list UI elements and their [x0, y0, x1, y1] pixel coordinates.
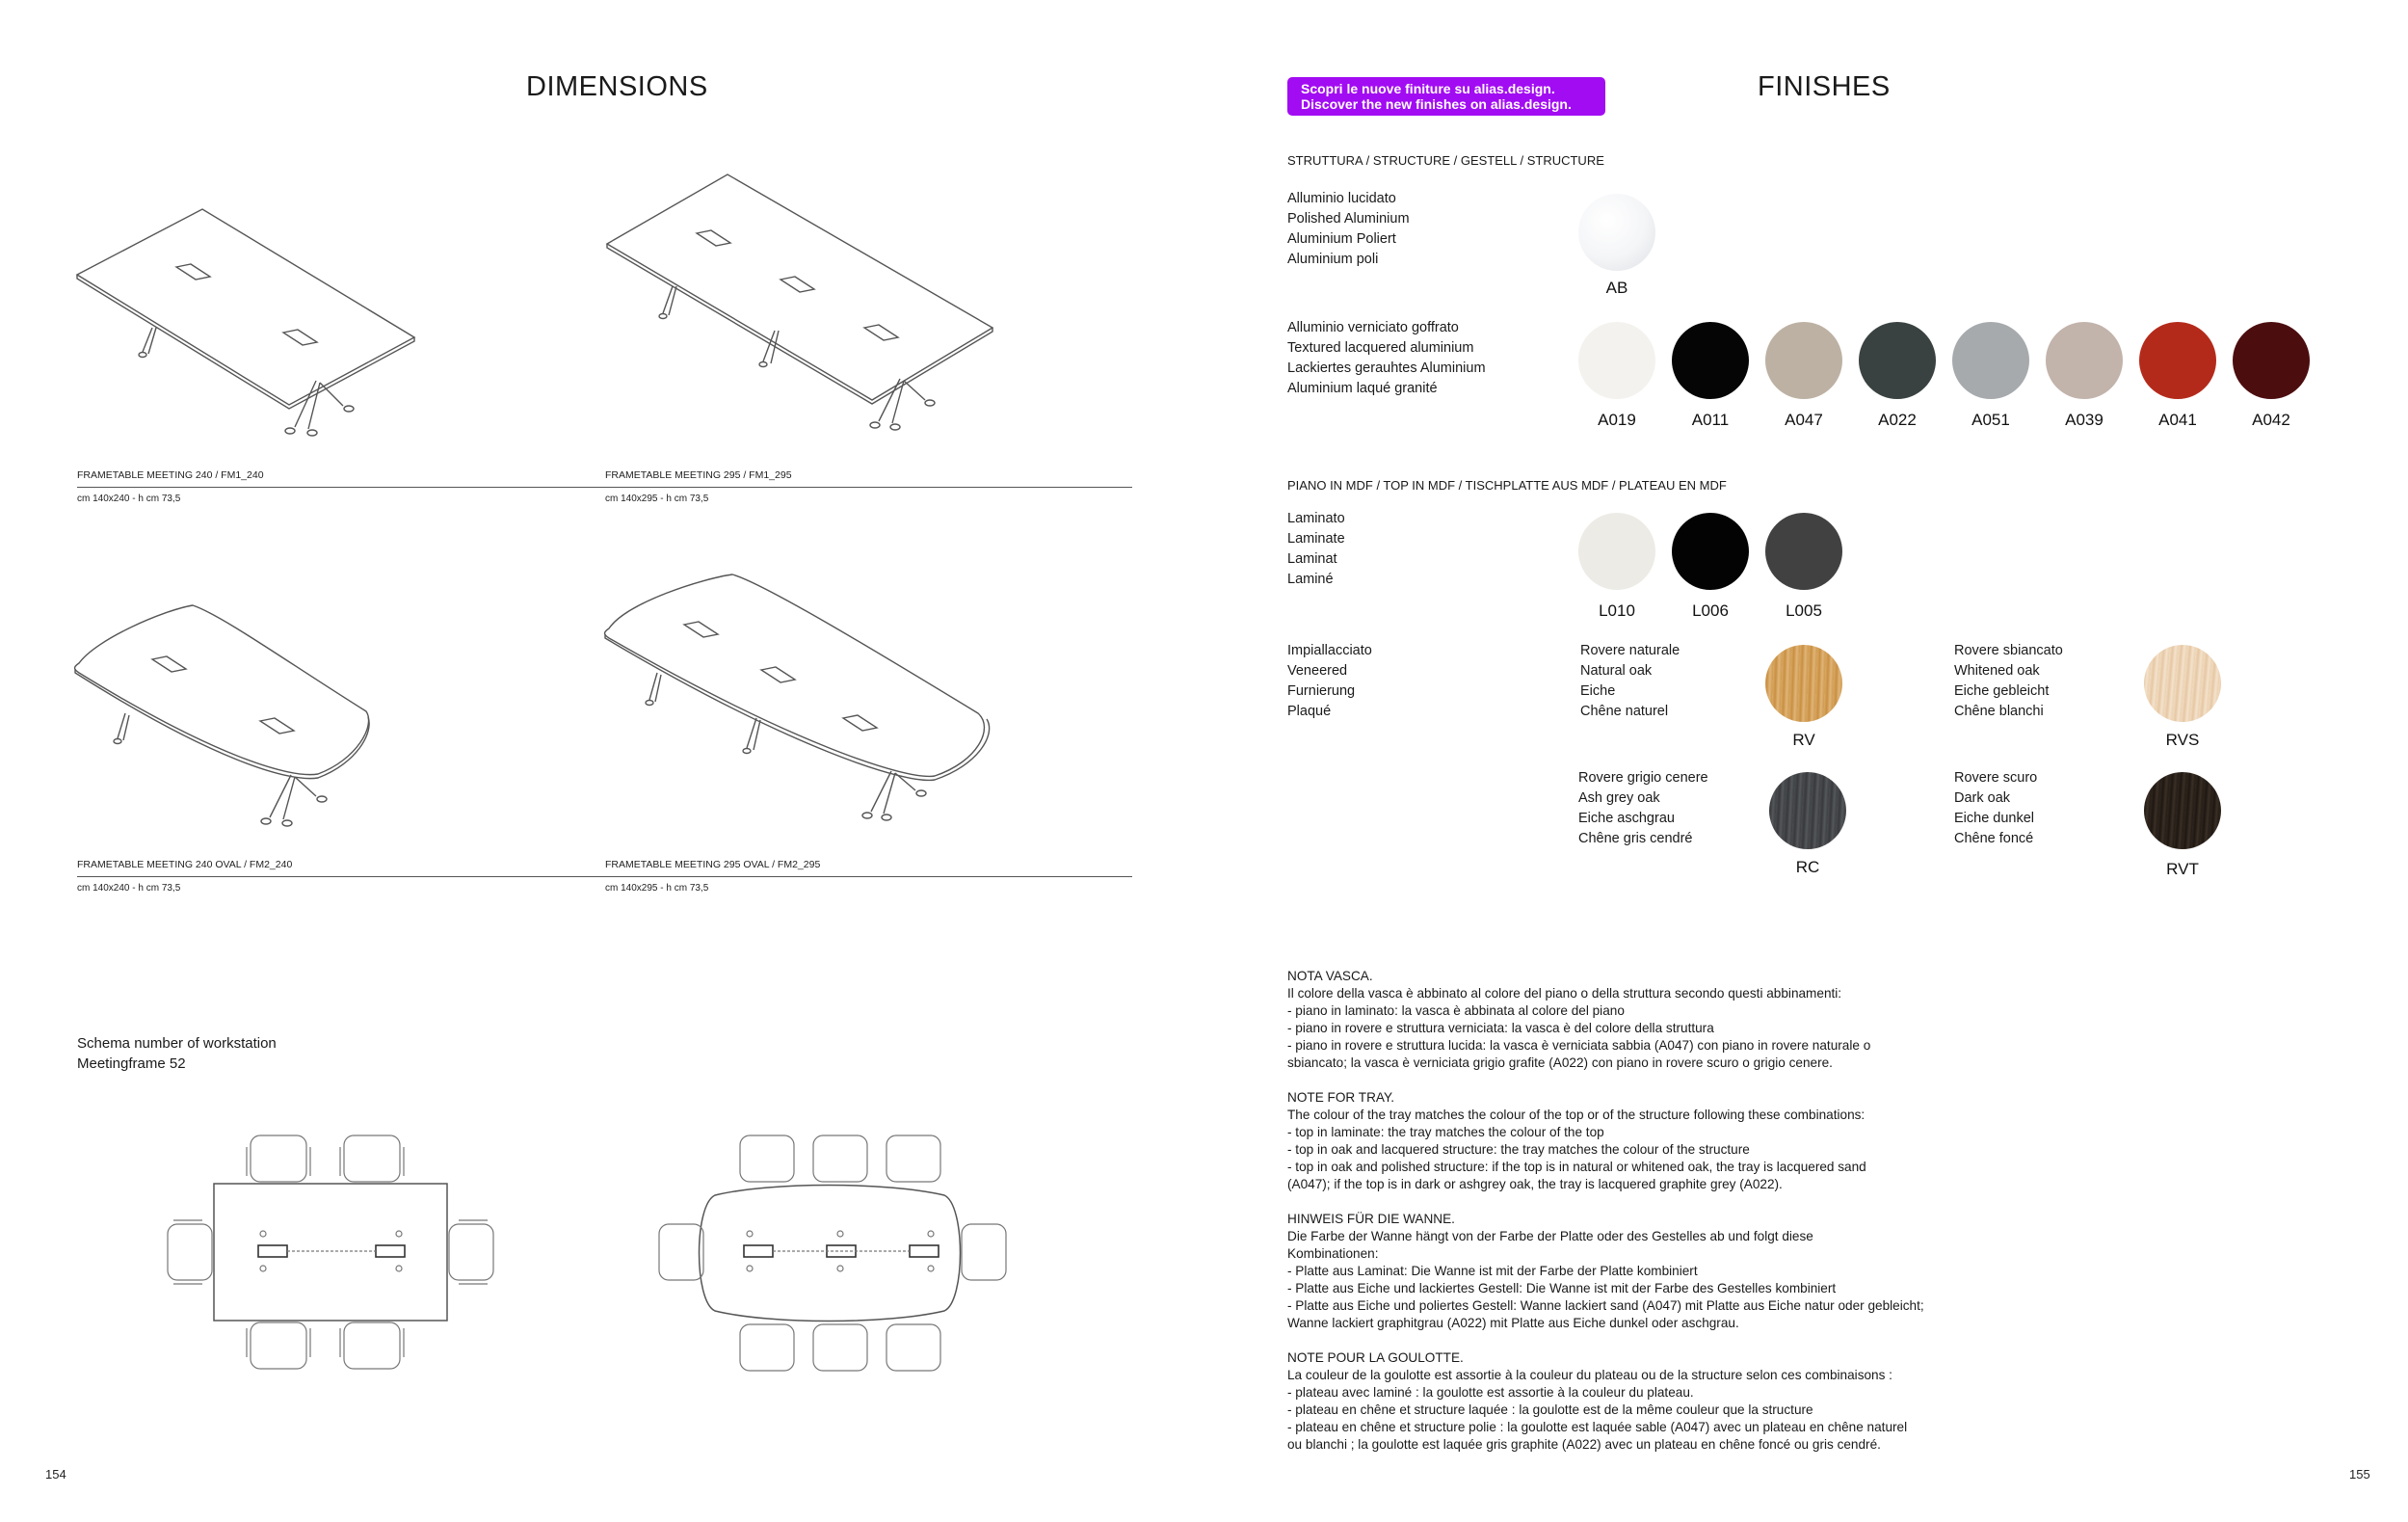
label: Laminat	[1287, 551, 1337, 567]
veneer-labels-RC	[1578, 768, 1708, 849]
note-line: The colour of the tray matches the colour of the top or of the structure following these combinations:	[1287, 1108, 1866, 1122]
swatch-code-L010: L010	[1599, 601, 1635, 620]
swatch-code-AB: AB	[1605, 279, 1628, 297]
veneered-labels	[1287, 641, 1372, 722]
table-size-fm1-240: cm 140x240 - h cm 73,5	[77, 494, 181, 504]
swatch-code-A019: A019	[1598, 411, 1636, 429]
notes-block	[1287, 968, 1924, 1454]
swatch-AB[interactable]	[1578, 194, 1655, 271]
label: Rovere sbiancato	[1954, 643, 2063, 658]
swatch-code-A011: A011	[1691, 411, 1730, 429]
table-name-fm2-295: FRAMETABLE MEETING 295 OVAL / FM2_295	[605, 859, 821, 870]
swatch-code-A047: A047	[1785, 411, 1823, 429]
note-line: - piano in rovere e struttura verniciata: la vasca è del colore della struttura	[1287, 1021, 1714, 1035]
label: Textured lacquered aluminium	[1287, 340, 1474, 356]
label: Chêne gris cendré	[1578, 831, 1693, 846]
swatch-code-RVS: RVS	[2165, 731, 2200, 749]
swatch-A051[interactable]	[1952, 322, 2029, 399]
label: Rovere naturale	[1580, 643, 1680, 658]
divider	[77, 487, 1132, 488]
swatch-code-L005: L005	[1786, 601, 1822, 620]
table-size-fm2-240: cm 140x240 - h cm 73,5	[77, 883, 181, 894]
workstation-plan-rect	[154, 1128, 511, 1378]
label: Laminé	[1287, 572, 1334, 587]
note-line: Wanne lackiert graphitgrau (A022) mit Platte aus Eiche dunkel oder aschgrau.	[1287, 1316, 1739, 1330]
note-line: - top in oak and polished structure: if the top is in natural or whitened oak, the tray is lacquered sand	[1287, 1160, 1866, 1174]
swatch-L006[interactable]	[1672, 513, 1749, 590]
note-line: - Platte aus Eiche und poliertes Gestell: Wanne lackiert sand (A047) mit Platte aus Eiche natur oder gebleicht;	[1287, 1298, 1924, 1313]
label: Veneered	[1287, 663, 1348, 679]
note-line: - piano in rovere e struttura lucida: la vasca è verniciata sabbia (A047) con piano in rovere naturale o	[1287, 1038, 1871, 1053]
swatch-code-RV: RV	[1792, 731, 1815, 749]
label: Furnierung	[1287, 683, 1356, 699]
table-size-fm2-295: cm 140x295 - h cm 73,5	[605, 883, 709, 894]
table-drawing-fm1-240	[67, 198, 434, 458]
table-name-fm1-240: FRAMETABLE MEETING 240 / FM1_240	[77, 469, 264, 481]
label: Chêne foncé	[1954, 831, 2034, 846]
swatch-code-A039: A039	[2065, 411, 2104, 429]
note-line: Kombinationen:	[1287, 1246, 1379, 1261]
label: Laminato	[1287, 511, 1345, 526]
swatch-A042[interactable]	[2233, 322, 2310, 399]
workstation-plan-oval	[655, 1128, 1021, 1378]
schema-caption	[77, 1033, 277, 1074]
swatch-code-RVT: RVT	[2166, 860, 2199, 878]
table-name-fm2-240: FRAMETABLE MEETING 240 OVAL / FM2_240	[77, 859, 293, 870]
swatch-RVS[interactable]	[2144, 645, 2221, 722]
veneer-labels-RVT	[1954, 768, 2037, 849]
schema-line-1: Schema number of workstation	[77, 1035, 277, 1052]
veneer-labels-RVS	[1954, 641, 2063, 722]
structure-heading: STRUTTURA / STRUCTURE / GESTELL / STRUCTURE	[1287, 153, 1604, 168]
promo-line-1: Scopri le nuove finiture su alias.design.	[1301, 81, 1555, 96]
page-number-right: 155	[2349, 1467, 2370, 1482]
label: Alluminio verniciato goffrato	[1287, 320, 1459, 335]
paragraph-gap	[1287, 1332, 1924, 1349]
label: Aluminium poli	[1287, 252, 1379, 267]
note-line: (A047); if the top is in dark or ashgrey oak, the tray is lacquered graphite grey (A022).	[1287, 1177, 1783, 1191]
label: Laminate	[1287, 531, 1345, 547]
swatch-A047[interactable]	[1765, 322, 1842, 399]
paragraph-gap	[1287, 1193, 1924, 1211]
swatch-L005[interactable]	[1765, 513, 1842, 590]
swatch-code-L006: L006	[1692, 601, 1729, 620]
textured-labels	[1287, 318, 1486, 399]
note-line: - plateau avec laminé : la goulotte est assortie à la couleur du plateau.	[1287, 1385, 1694, 1400]
label: Eiche dunkel	[1954, 811, 2035, 826]
table-drawing-fm2-240	[67, 596, 395, 846]
page-number-left: 154	[45, 1467, 66, 1482]
note-heading: NOTE FOR TRAY.	[1287, 1090, 1395, 1105]
label: Aluminium Poliert	[1287, 231, 1396, 247]
label: Lackiertes gerauhtes Aluminium	[1287, 360, 1486, 376]
promo-banner[interactable]	[1287, 77, 1605, 116]
paragraph-gap	[1287, 1072, 1924, 1089]
swatch-A022[interactable]	[1859, 322, 1936, 399]
label: Whitened oak	[1954, 663, 2040, 679]
swatch-RC[interactable]	[1769, 772, 1846, 849]
dimensions-title: DIMENSIONS	[526, 71, 708, 102]
swatch-A011[interactable]	[1672, 322, 1749, 399]
note-line: - piano in laminato: la vasca è abbinata al colore del piano	[1287, 1003, 1625, 1018]
note-heading: HINWEIS FÜR DIE WANNE.	[1287, 1212, 1455, 1226]
note-line: sbiancato; la vasca è verniciata grigio grafite (A022) con piano in rovere scuro o grigio cenere.	[1287, 1055, 1833, 1070]
label: Rovere grigio cenere	[1578, 770, 1708, 786]
note-line: Il colore della vasca è abbinato al colore del piano o della struttura secondo questi abbinamenti:	[1287, 986, 1842, 1001]
swatch-code-A042: A042	[2252, 411, 2290, 429]
promo-line-2: Discover the new finishes on alias.design.	[1301, 96, 1572, 112]
note-line: - plateau en chêne et structure polie : la goulotte est laquée sable (A047) avec un plateau en chêne naturel	[1287, 1420, 1908, 1434]
note-line: Die Farbe der Wanne hängt von der Farbe der Platte oder des Gestelles ab und folgt diese	[1287, 1229, 1813, 1243]
swatch-A019[interactable]	[1578, 322, 1655, 399]
swatch-A041[interactable]	[2139, 322, 2216, 399]
table-drawing-fm1-295	[597, 169, 1002, 458]
swatch-A039[interactable]	[2046, 322, 2123, 399]
label: Eiche	[1580, 683, 1616, 699]
laminate-labels	[1287, 509, 1345, 590]
table-size-fm1-295: cm 140x295 - h cm 73,5	[605, 494, 709, 504]
label: Plaqué	[1287, 704, 1332, 719]
label: Ash grey oak	[1578, 790, 1660, 806]
label: Aluminium laqué granité	[1287, 381, 1438, 396]
label: Alluminio lucidato	[1287, 191, 1396, 206]
polished-labels	[1287, 189, 1410, 270]
label: Rovere scuro	[1954, 770, 2038, 786]
label: Impiallacciato	[1287, 643, 1372, 658]
table-name-fm1-295: FRAMETABLE MEETING 295 / FM1_295	[605, 469, 792, 481]
note-line: - Platte aus Laminat: Die Wanne ist mit der Farbe der Platte kombiniert	[1287, 1264, 1698, 1278]
swatch-RVT[interactable]	[2144, 772, 2221, 849]
note-heading: NOTA VASCA.	[1287, 969, 1373, 983]
note-line: - top in oak and lacquered structure: the tray matches the colour of the structure	[1287, 1142, 1750, 1157]
swatch-code-A051: A051	[1971, 411, 2010, 429]
swatch-code-A022: A022	[1878, 411, 1917, 429]
swatch-code-RC: RC	[1795, 858, 1820, 876]
divider	[77, 876, 1132, 877]
note-line: - Platte aus Eiche und lackiertes Gestell: Die Wanne ist mit der Farbe des Gestelles kombiniert	[1287, 1281, 1837, 1295]
note-heading: NOTE POUR LA GOULOTTE.	[1287, 1350, 1464, 1365]
swatch-code-A041: A041	[2158, 411, 2197, 429]
note-line: ou blanchi ; la goulotte est laquée gris graphite (A022) avec un plateau en chêne foncé ou gris cendré.	[1287, 1437, 1881, 1452]
veneer-labels-RV	[1580, 641, 1680, 722]
label: Eiche gebleicht	[1954, 683, 2050, 699]
swatch-L010[interactable]	[1578, 513, 1655, 590]
note-line: - top in laminate: the tray matches the colour of the top	[1287, 1125, 1604, 1139]
label: Chêne naturel	[1580, 704, 1669, 719]
label: Polished Aluminium	[1287, 211, 1410, 227]
finishes-title: FINISHES	[1758, 71, 1891, 102]
swatch-RV[interactable]	[1765, 645, 1842, 722]
label: Eiche aschgrau	[1578, 811, 1675, 826]
note-line: La couleur de la goulotte est assortie à la couleur du plateau ou de la structure selon ces combinaisons :	[1287, 1368, 1892, 1382]
label: Chêne blanchi	[1954, 704, 2044, 719]
table-drawing-fm2-295	[597, 569, 1002, 848]
label: Dark oak	[1954, 790, 2011, 806]
note-line: - plateau en chêne et structure laquée : la goulotte est de la même couleur que la structure	[1287, 1402, 1813, 1417]
label: Natural oak	[1580, 663, 1653, 679]
top-heading: PIANO IN MDF / TOP IN MDF / TISCHPLATTE AUS MDF / PLATEAU EN MDF	[1287, 478, 1727, 493]
schema-line-2: Meetingframe 52	[77, 1055, 186, 1072]
